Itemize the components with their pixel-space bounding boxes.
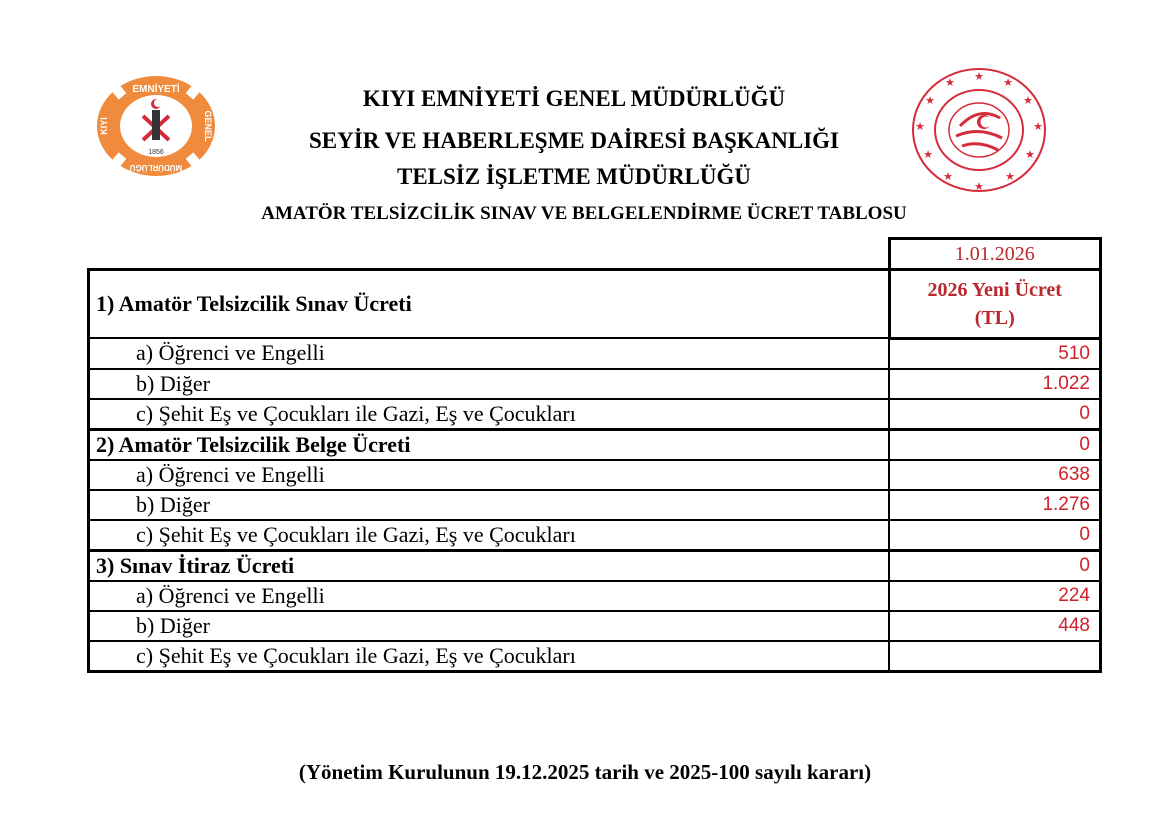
svg-text:KIYI: KIYI <box>99 117 109 135</box>
svg-text:★: ★ <box>945 76 955 89</box>
fee-value: 0 <box>889 550 1101 581</box>
org-title: KIYI EMNİYETİ GENEL MÜDÜRLÜĞÜ <box>362 86 786 111</box>
svg-text:MÜDÜRLÜĞÜ: MÜDÜRLÜĞÜ <box>129 163 183 172</box>
table-row <box>89 399 1101 430</box>
item-label: b) Diğer <box>89 490 890 520</box>
table-row <box>89 429 1101 460</box>
svg-text:★: ★ <box>925 94 935 107</box>
svg-text:★: ★ <box>943 170 953 183</box>
svg-text:★: ★ <box>1033 120 1043 133</box>
department-title: SEYİR VE HABERLEŞME DAİRESİ BAŞKANLIĞI <box>309 128 839 153</box>
fee-table <box>87 237 1102 673</box>
item-label: b) Diğer <box>89 369 890 399</box>
svg-text:★: ★ <box>1003 76 1013 89</box>
column-header: 2026 Yeni Ücret (TL) <box>889 270 1101 339</box>
item-label: a) Öğrenci ve Engelli <box>89 460 890 490</box>
fee-value: 0 <box>889 520 1101 551</box>
table-row <box>89 490 1101 520</box>
fee-value: 638 <box>889 460 1101 490</box>
fee-value: 0 <box>889 399 1101 430</box>
item-label: c) Şehit Eş ve Çocukları ile Gazi, Eş ve Çocukları <box>89 641 890 672</box>
fee-value: 448 <box>889 611 1101 641</box>
fee-value: 224 <box>889 581 1101 611</box>
fee-value: 1.276 <box>889 490 1101 520</box>
section-label: 3) Sınav İtiraz Ücreti <box>89 550 890 581</box>
table-row <box>89 338 1101 369</box>
directorate-title: TELSİZ İŞLETME MÜDÜRLÜĞÜ <box>396 164 752 189</box>
item-label: a) Öğrenci ve Engelli <box>89 338 890 369</box>
table-row <box>89 460 1101 490</box>
svg-text:1856: 1856 <box>148 149 164 156</box>
table-title: AMATÖR TELSİZCİLİK SINAV VE BELGELENDİRME ÜCRET TABLOSU <box>261 203 907 224</box>
fee-value: 1.022 <box>889 369 1101 399</box>
section-label: 1) Amatör Telsizcilik Sınav Ücreti <box>89 270 890 339</box>
table-row <box>89 369 1101 399</box>
svg-text:★: ★ <box>974 70 984 83</box>
item-label: c) Şehit Eş ve Çocukları ile Gazi, Eş ve Çocukları <box>89 399 890 430</box>
table-row <box>89 581 1101 611</box>
table-row <box>89 641 1101 672</box>
footer-note: (Yönetim Kurulunun 19.12.2025 tarih ve 2025-100 sayılı kararı) <box>298 760 872 784</box>
svg-text:EMNİYETİ: EMNİYETİ <box>132 84 180 95</box>
fee-value <box>889 641 1101 672</box>
svg-text:★: ★ <box>915 120 925 133</box>
fee-value: 510 <box>889 338 1101 369</box>
table-row <box>89 611 1101 641</box>
svg-text:★: ★ <box>1025 148 1035 161</box>
item-label: c) Şehit Eş ve Çocukları ile Gazi, Eş ve Çocukları <box>89 520 890 551</box>
fee-value: 0 <box>889 429 1101 460</box>
table-row <box>89 550 1101 581</box>
svg-text:GENEL: GENEL <box>203 110 213 142</box>
svg-text:★: ★ <box>923 148 933 161</box>
svg-text:★: ★ <box>1023 94 1033 107</box>
table-row <box>89 520 1101 551</box>
svg-text:★: ★ <box>974 180 984 193</box>
item-label: a) Öğrenci ve Engelli <box>89 581 890 611</box>
item-label: b) Diğer <box>89 611 890 641</box>
section-label: 2) Amatör Telsizcilik Belge Ücreti <box>89 429 890 460</box>
effective-date: 1.01.2026 <box>889 239 1101 270</box>
svg-text:★: ★ <box>1005 170 1015 183</box>
table-row <box>89 270 1101 339</box>
